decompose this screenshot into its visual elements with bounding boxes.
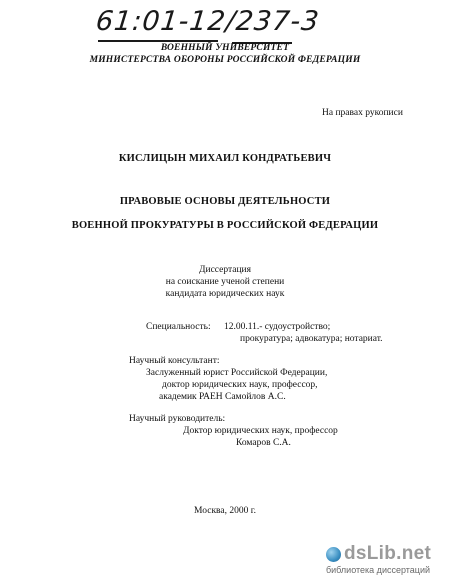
globe-icon — [326, 547, 341, 562]
specialty-value-line-1: 12.00.11.- судоустройство; — [224, 322, 331, 332]
author-name: КИСЛИЦЫН МИХАИЛ КОНДРАТЬЕВИЧ — [118, 153, 332, 164]
consultant-line-2: доктор юридических наук, профессор, — [162, 380, 318, 390]
consultant-label: Научный консультант: — [129, 356, 220, 366]
specialty-value-line-2: прокуратура; адвокатура; нотариат. — [240, 334, 383, 344]
place-and-year: Москва, 2000 г. — [194, 506, 256, 516]
consultant-line-1: Заслуженный юрист Российской Федерации, — [146, 368, 328, 378]
consultant-line-3: академик РАЕН Самойлов А.С. — [159, 392, 286, 402]
watermark-tagline: библиотека диссертаций — [326, 565, 431, 575]
degree-line-1: Диссертация — [199, 265, 251, 275]
dslib-watermark[interactable] — [326, 543, 444, 579]
degree-line-2: на соискание ученой степени — [165, 277, 285, 287]
watermark-logo: dsLib.net — [344, 543, 432, 564]
supervisor-line-2: Комаров С.А. — [236, 438, 291, 448]
degree-line-3: кандидата юридических наук — [165, 289, 285, 299]
title-line-1: ПРАВОВЫЕ ОСНОВЫ ДЕЯТЕЛЬНОСТИ — [119, 196, 331, 207]
supervisor-line-1: Доктор юридических наук, профессор — [183, 426, 338, 436]
title-line-2: ВОЕННОЙ ПРОКУРАТУРЫ В РОССИЙСКОЙ ФЕДЕРАЦИИ — [71, 220, 379, 231]
handwritten-archive-number: 61:01-12/237-3 — [94, 6, 322, 37]
institution-line-1: ВОЕННЫЙ УНИВЕРСИТЕТ — [160, 43, 290, 53]
handwritten-underline — [98, 40, 218, 42]
specialty-label: Специальность: — [146, 322, 211, 332]
institution-line-2: МИНИСТЕРСТВА ОБОРОНЫ РОССИЙСКОЙ ФЕДЕРАЦИИ — [89, 55, 361, 65]
manuscript-note: На правах рукописи — [322, 108, 403, 118]
supervisor-label: Научный руководитель: — [129, 414, 226, 424]
